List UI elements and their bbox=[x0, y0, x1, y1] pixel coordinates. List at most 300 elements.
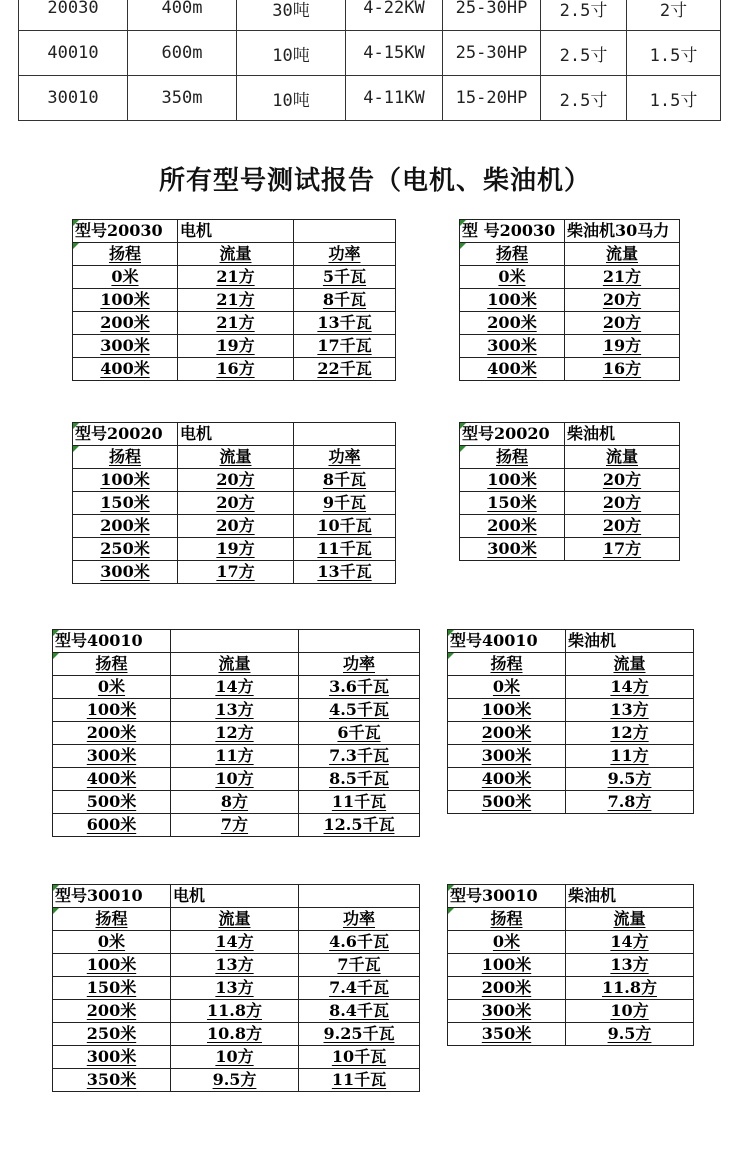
power-value: 7.4千瓦 bbox=[329, 978, 389, 997]
spec-power-kw: 4-15KW bbox=[346, 31, 443, 76]
spec-model: 30010 bbox=[19, 76, 128, 121]
table-row bbox=[460, 358, 680, 381]
drive-type-label: 电机 bbox=[178, 220, 294, 243]
table-row bbox=[448, 768, 694, 791]
head-value: 300米 bbox=[487, 539, 537, 558]
head-value: 150米 bbox=[86, 978, 137, 997]
table-row bbox=[448, 954, 694, 977]
head-value: 0米 bbox=[498, 267, 526, 286]
column-flow: 流量 bbox=[219, 244, 252, 263]
flow-value-cell bbox=[178, 469, 294, 492]
test-report-table bbox=[72, 422, 396, 584]
column-power: 功率 bbox=[328, 447, 361, 466]
column-flow-cell bbox=[565, 446, 680, 469]
head-value: 200米 bbox=[100, 516, 150, 535]
column-flow-cell bbox=[566, 908, 694, 931]
table-row bbox=[73, 289, 396, 312]
flow-value-cell bbox=[171, 1046, 299, 1069]
flow-value: 19方 bbox=[602, 336, 642, 355]
power-value-cell bbox=[294, 515, 396, 538]
power-value-cell bbox=[299, 977, 420, 1000]
power-value: 11千瓦 bbox=[331, 792, 387, 811]
spec-flow: 10吨 bbox=[237, 31, 346, 76]
column-flow: 流量 bbox=[605, 447, 638, 466]
flow-value-cell bbox=[171, 699, 299, 722]
head-value: 100米 bbox=[86, 955, 137, 974]
power-value-cell bbox=[299, 814, 420, 837]
head-value: 300米 bbox=[100, 562, 150, 581]
column-flow-cell bbox=[171, 908, 299, 931]
head-value: 150米 bbox=[487, 493, 537, 512]
column-head: 扬程 bbox=[108, 447, 141, 466]
table-row bbox=[53, 931, 420, 954]
power-value-cell bbox=[299, 1000, 420, 1023]
head-value: 400米 bbox=[487, 359, 537, 378]
flow-value: 7.8方 bbox=[607, 792, 652, 811]
table-row bbox=[73, 358, 396, 381]
power-value-cell bbox=[299, 954, 420, 977]
head-value: 250米 bbox=[86, 1024, 137, 1043]
spec-outlet: 1.5寸 bbox=[627, 76, 721, 121]
head-value: 300米 bbox=[487, 336, 537, 355]
head-value-cell bbox=[448, 1000, 566, 1023]
head-value: 200米 bbox=[481, 723, 532, 742]
flow-value: 14方 bbox=[215, 932, 254, 951]
power-value: 7千瓦 bbox=[337, 955, 381, 974]
head-value-cell bbox=[73, 312, 178, 335]
flow-value: 20方 bbox=[602, 516, 642, 535]
table-row bbox=[73, 335, 396, 358]
header-blank bbox=[299, 885, 420, 908]
head-value: 150米 bbox=[100, 493, 150, 512]
power-value-cell bbox=[299, 676, 420, 699]
table-row bbox=[73, 515, 396, 538]
drive-type-label bbox=[171, 630, 299, 653]
flow-value-cell bbox=[171, 954, 299, 977]
head-value-cell bbox=[53, 745, 171, 768]
flow-value: 13方 bbox=[215, 700, 254, 719]
head-value: 350米 bbox=[481, 1024, 532, 1043]
table-row bbox=[53, 814, 420, 837]
column-head: 扬程 bbox=[108, 244, 141, 263]
model-label: 型号20020 bbox=[73, 423, 178, 446]
column-head: 扬程 bbox=[495, 244, 528, 263]
drive-type-label: 柴油机 bbox=[566, 885, 694, 908]
spec-power-hp: 25-30HP bbox=[443, 0, 541, 31]
spec-model: 20030 bbox=[19, 0, 128, 31]
power-value: 4.5千瓦 bbox=[329, 700, 389, 719]
flow-value: 10方 bbox=[215, 769, 254, 788]
header-blank bbox=[294, 220, 396, 243]
model-header-row bbox=[73, 220, 396, 243]
model-header-row bbox=[448, 885, 694, 908]
flow-value-cell bbox=[178, 538, 294, 561]
flow-value-cell bbox=[566, 722, 694, 745]
table-row bbox=[460, 266, 680, 289]
head-value-cell bbox=[460, 538, 565, 561]
flow-value-cell bbox=[171, 1023, 299, 1046]
power-value: 11千瓦 bbox=[331, 1070, 387, 1089]
head-value: 250米 bbox=[100, 539, 150, 558]
flow-value: 20方 bbox=[602, 493, 642, 512]
flow-value-cell bbox=[171, 745, 299, 768]
spec-row bbox=[19, 31, 721, 76]
column-flow-cell bbox=[566, 653, 694, 676]
column-head-cell bbox=[73, 243, 178, 266]
column-flow: 流量 bbox=[605, 244, 638, 263]
column-head-cell bbox=[73, 446, 178, 469]
flow-value: 16方 bbox=[216, 359, 255, 378]
model-header-row bbox=[53, 630, 420, 653]
table-row bbox=[73, 469, 396, 492]
head-value-cell bbox=[73, 358, 178, 381]
head-value-cell bbox=[448, 791, 566, 814]
flow-value-cell bbox=[178, 289, 294, 312]
head-value: 100米 bbox=[487, 290, 537, 309]
power-value-cell bbox=[294, 358, 396, 381]
head-value-cell bbox=[448, 954, 566, 977]
head-value-cell bbox=[460, 289, 565, 312]
power-value-cell bbox=[299, 722, 420, 745]
table-row bbox=[53, 1046, 420, 1069]
flow-value-cell bbox=[178, 335, 294, 358]
flow-value-cell bbox=[178, 312, 294, 335]
head-value: 400米 bbox=[100, 359, 150, 378]
table-row bbox=[460, 538, 680, 561]
head-value-cell bbox=[53, 768, 171, 791]
test-report-table bbox=[447, 629, 694, 814]
column-head: 扬程 bbox=[490, 909, 523, 928]
column-head: 扬程 bbox=[95, 654, 128, 673]
head-value-cell bbox=[73, 538, 178, 561]
flow-value: 12方 bbox=[610, 723, 649, 742]
column-power-cell bbox=[299, 653, 420, 676]
head-value: 100米 bbox=[481, 955, 532, 974]
head-value: 500米 bbox=[481, 792, 532, 811]
flow-value-cell bbox=[566, 1023, 694, 1046]
flow-value: 13方 bbox=[610, 955, 649, 974]
column-flow: 流量 bbox=[218, 909, 251, 928]
power-value: 4.6千瓦 bbox=[329, 932, 389, 951]
column-header-row bbox=[460, 243, 680, 266]
spec-head: 350m bbox=[128, 76, 237, 121]
flow-value-cell bbox=[171, 722, 299, 745]
flow-value-cell bbox=[178, 358, 294, 381]
power-value: 8千瓦 bbox=[322, 290, 367, 309]
head-value-cell bbox=[53, 1000, 171, 1023]
flow-value: 11.8方 bbox=[602, 978, 657, 997]
spec-head: 600m bbox=[128, 31, 237, 76]
flow-value: 16方 bbox=[602, 359, 642, 378]
column-flow: 流量 bbox=[219, 447, 252, 466]
model-label: 型 号20030 bbox=[460, 220, 565, 243]
flow-value-cell bbox=[566, 1000, 694, 1023]
model-label: 型号30010 bbox=[448, 885, 566, 908]
table-row bbox=[73, 312, 396, 335]
head-value: 0米 bbox=[492, 932, 521, 951]
head-value: 300米 bbox=[481, 1001, 532, 1020]
flow-value-cell bbox=[566, 768, 694, 791]
column-header-row bbox=[73, 243, 396, 266]
flow-value: 20方 bbox=[602, 290, 642, 309]
spec-outlet: 1.5寸 bbox=[627, 31, 721, 76]
power-value-cell bbox=[294, 469, 396, 492]
flow-value: 12方 bbox=[215, 723, 254, 742]
flow-value: 9.5方 bbox=[607, 1024, 652, 1043]
column-head-cell bbox=[460, 446, 565, 469]
table-row bbox=[448, 722, 694, 745]
spec-inlet: 2.5寸 bbox=[541, 0, 627, 31]
table-row bbox=[460, 335, 680, 358]
column-flow: 流量 bbox=[613, 654, 646, 673]
spec-flow: 10吨 bbox=[237, 76, 346, 121]
power-value-cell bbox=[299, 791, 420, 814]
power-value: 3.6千瓦 bbox=[329, 677, 389, 696]
table-row bbox=[53, 722, 420, 745]
head-value-cell bbox=[53, 791, 171, 814]
table-row bbox=[460, 469, 680, 492]
head-value: 200米 bbox=[86, 1001, 137, 1020]
flow-value-cell bbox=[171, 676, 299, 699]
model-header-row bbox=[460, 423, 680, 446]
model-header-row bbox=[460, 220, 680, 243]
page-title: 所有型号测试报告（电机、柴油机） bbox=[158, 166, 591, 196]
column-flow-cell bbox=[178, 446, 294, 469]
test-report-table bbox=[52, 629, 420, 837]
power-value-cell bbox=[294, 312, 396, 335]
spec-power-kw: 4-11KW bbox=[346, 76, 443, 121]
head-value: 350米 bbox=[86, 1070, 137, 1089]
column-flow-cell bbox=[178, 243, 294, 266]
column-header-row bbox=[53, 908, 420, 931]
flow-value: 14方 bbox=[610, 677, 649, 696]
head-value: 200米 bbox=[481, 978, 532, 997]
power-value-cell bbox=[299, 931, 420, 954]
table-row bbox=[448, 791, 694, 814]
flow-value-cell bbox=[565, 492, 680, 515]
drive-type-label: 电机 bbox=[171, 885, 299, 908]
drive-type-label: 电机 bbox=[178, 423, 294, 446]
flow-value-cell bbox=[566, 745, 694, 768]
flow-value: 20方 bbox=[216, 493, 255, 512]
flow-value: 11方 bbox=[610, 746, 649, 765]
flow-value: 14方 bbox=[215, 677, 254, 696]
flow-value: 19方 bbox=[216, 336, 255, 355]
table-row bbox=[53, 745, 420, 768]
drive-type-label: 柴油机30马力 bbox=[565, 220, 680, 243]
spec-inlet: 2.5寸 bbox=[541, 31, 627, 76]
head-value-cell bbox=[53, 931, 171, 954]
model-label: 型号20030 bbox=[73, 220, 178, 243]
power-value-cell bbox=[299, 745, 420, 768]
test-report-table bbox=[72, 219, 396, 381]
table-row bbox=[53, 954, 420, 977]
table-row bbox=[53, 791, 420, 814]
flow-value: 21方 bbox=[216, 313, 255, 332]
flow-value-cell bbox=[178, 266, 294, 289]
head-value-cell bbox=[73, 335, 178, 358]
head-value-cell bbox=[73, 561, 178, 584]
spec-head: 400m bbox=[128, 0, 237, 31]
column-header-row bbox=[448, 908, 694, 931]
column-header-row bbox=[460, 446, 680, 469]
head-value: 0米 bbox=[97, 677, 126, 696]
head-value: 0米 bbox=[492, 677, 521, 696]
flow-value-cell bbox=[565, 335, 680, 358]
head-value-cell bbox=[448, 745, 566, 768]
head-value-cell bbox=[460, 469, 565, 492]
flow-value: 20方 bbox=[602, 470, 642, 489]
column-head: 扬程 bbox=[490, 654, 523, 673]
column-power-cell bbox=[294, 446, 396, 469]
flow-value-cell bbox=[171, 791, 299, 814]
table-row bbox=[448, 931, 694, 954]
spec-table bbox=[18, 0, 721, 121]
table-row bbox=[73, 538, 396, 561]
table-row bbox=[53, 768, 420, 791]
power-value-cell bbox=[294, 289, 396, 312]
head-value-cell bbox=[53, 954, 171, 977]
model-label: 型号20020 bbox=[460, 423, 565, 446]
column-power-cell bbox=[299, 908, 420, 931]
head-value: 600米 bbox=[86, 815, 137, 834]
column-head-cell bbox=[460, 243, 565, 266]
flow-value-cell bbox=[565, 358, 680, 381]
head-value: 100米 bbox=[487, 470, 537, 489]
model-label: 型号40010 bbox=[448, 630, 566, 653]
power-value: 10千瓦 bbox=[331, 1047, 387, 1066]
head-value: 100米 bbox=[86, 700, 137, 719]
flow-value-cell bbox=[565, 515, 680, 538]
head-value: 400米 bbox=[86, 769, 137, 788]
table-row bbox=[448, 977, 694, 1000]
drive-type-label: 柴油机 bbox=[565, 423, 680, 446]
head-value-cell bbox=[53, 977, 171, 1000]
table-row bbox=[460, 515, 680, 538]
head-value-cell bbox=[448, 722, 566, 745]
head-value-cell bbox=[73, 469, 178, 492]
spec-model: 40010 bbox=[19, 31, 128, 76]
flow-value: 11方 bbox=[215, 746, 254, 765]
drive-type-label: 柴油机 bbox=[566, 630, 694, 653]
column-flow-cell bbox=[565, 243, 680, 266]
power-value-cell bbox=[299, 1023, 420, 1046]
column-head-cell bbox=[448, 908, 566, 931]
power-value-cell bbox=[299, 1069, 420, 1092]
table-row bbox=[53, 1023, 420, 1046]
power-value-cell bbox=[294, 561, 396, 584]
table-row bbox=[448, 1000, 694, 1023]
flow-value-cell bbox=[565, 312, 680, 335]
head-value-cell bbox=[53, 722, 171, 745]
head-value-cell bbox=[73, 515, 178, 538]
power-value-cell bbox=[294, 335, 396, 358]
power-value: 9.25千瓦 bbox=[323, 1024, 395, 1043]
spec-outlet: 2寸 bbox=[627, 0, 721, 31]
head-value: 400米 bbox=[481, 769, 532, 788]
column-header-row bbox=[53, 653, 420, 676]
head-value-cell bbox=[53, 1046, 171, 1069]
spec-flow: 30吨 bbox=[237, 0, 346, 31]
head-value: 0米 bbox=[111, 267, 139, 286]
flow-value: 13方 bbox=[610, 700, 649, 719]
header-blank bbox=[294, 423, 396, 446]
spec-row bbox=[19, 76, 721, 121]
power-value-cell bbox=[294, 492, 396, 515]
power-value: 5千瓦 bbox=[322, 267, 367, 286]
power-value: 8千瓦 bbox=[322, 470, 367, 489]
column-head-cell bbox=[53, 908, 171, 931]
test-report-table bbox=[52, 884, 420, 1092]
spec-power-hp: 25-30HP bbox=[443, 31, 541, 76]
column-header-row bbox=[73, 446, 396, 469]
column-flow: 流量 bbox=[613, 909, 646, 928]
flow-value: 7方 bbox=[220, 815, 249, 834]
head-value-cell bbox=[460, 312, 565, 335]
flow-value-cell bbox=[566, 791, 694, 814]
flow-value: 10方 bbox=[215, 1047, 254, 1066]
column-power: 功率 bbox=[342, 909, 375, 928]
flow-value-cell bbox=[566, 977, 694, 1000]
power-value-cell bbox=[299, 699, 420, 722]
flow-value: 20方 bbox=[216, 470, 255, 489]
head-value-cell bbox=[448, 977, 566, 1000]
model-header-row bbox=[448, 630, 694, 653]
flow-value: 17方 bbox=[216, 562, 255, 581]
flow-value: 9.5方 bbox=[607, 769, 652, 788]
column-head: 扬程 bbox=[95, 909, 128, 928]
flow-value-cell bbox=[565, 266, 680, 289]
power-value: 8.4千瓦 bbox=[329, 1001, 389, 1020]
table-row bbox=[460, 289, 680, 312]
flow-value: 13方 bbox=[215, 955, 254, 974]
power-value: 9千瓦 bbox=[322, 493, 367, 512]
head-value: 200米 bbox=[86, 723, 137, 742]
flow-value-cell bbox=[171, 977, 299, 1000]
head-value-cell bbox=[460, 358, 565, 381]
flow-value: 19方 bbox=[216, 539, 255, 558]
power-value: 13千瓦 bbox=[317, 562, 372, 581]
head-value-cell bbox=[448, 931, 566, 954]
flow-value-cell bbox=[565, 538, 680, 561]
flow-value: 21方 bbox=[602, 267, 642, 286]
test-report-table bbox=[459, 422, 680, 561]
flow-value: 11.8方 bbox=[207, 1001, 262, 1020]
column-power: 功率 bbox=[328, 244, 361, 263]
head-value-cell bbox=[73, 266, 178, 289]
head-value-cell bbox=[460, 266, 565, 289]
spec-power-hp: 15-20HP bbox=[443, 76, 541, 121]
flow-value: 17方 bbox=[602, 539, 642, 558]
table-row bbox=[448, 745, 694, 768]
flow-value-cell bbox=[566, 931, 694, 954]
flow-value: 10方 bbox=[610, 1001, 649, 1020]
power-value: 22千瓦 bbox=[317, 359, 372, 378]
power-value: 6千瓦 bbox=[337, 723, 381, 742]
head-value: 100米 bbox=[481, 700, 532, 719]
head-value-cell bbox=[448, 1023, 566, 1046]
power-value-cell bbox=[299, 1046, 420, 1069]
flow-value: 10.8方 bbox=[207, 1024, 262, 1043]
head-value-cell bbox=[448, 768, 566, 791]
table-row bbox=[460, 492, 680, 515]
head-value: 300米 bbox=[100, 336, 150, 355]
power-value-cell bbox=[294, 266, 396, 289]
power-value: 17千瓦 bbox=[317, 336, 372, 355]
flow-value-cell bbox=[565, 469, 680, 492]
table-row bbox=[53, 977, 420, 1000]
head-value-cell bbox=[73, 289, 178, 312]
